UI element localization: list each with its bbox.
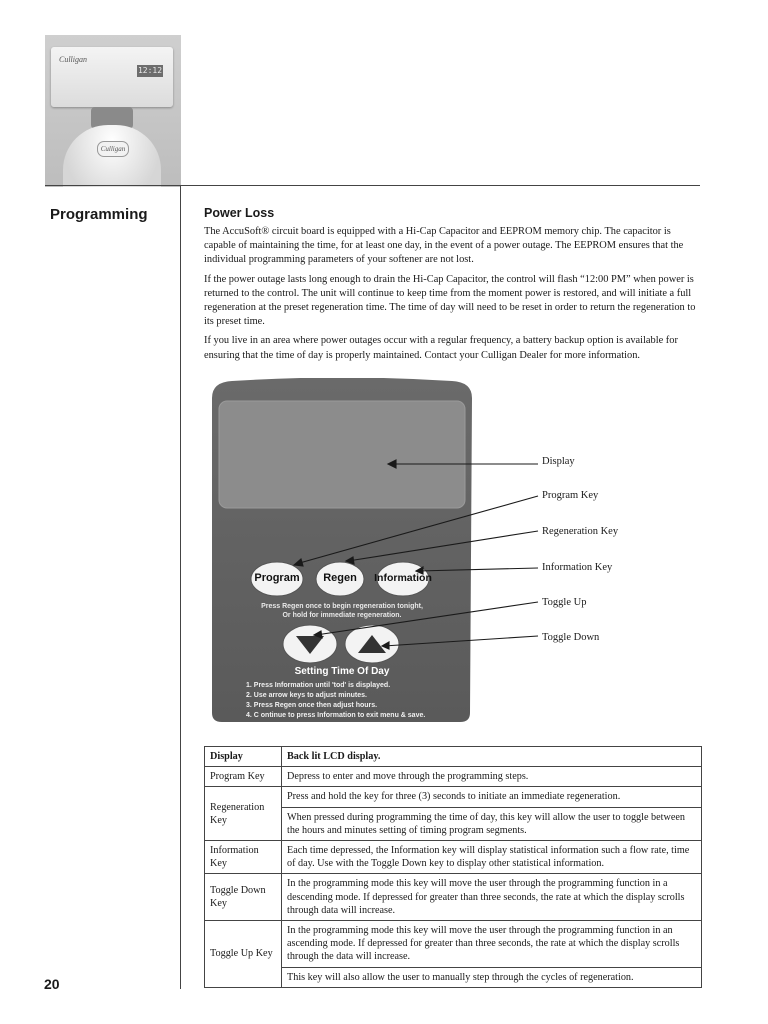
setting-steps [246,681,425,721]
key-name: Information Key [205,841,282,874]
setting-step-1: 1. Press Information until 'tod' is displayed. [246,682,391,689]
page-heading: Power Loss [204,206,275,220]
callout-toggle-down: Toggle Down [542,632,600,643]
key-name: Toggle Down Key [205,874,282,921]
key-description: In the programming mode this key will move the user through the programming function in an ascending mode. If depressed for greater than three seconds, the rate at which the display scrolls through the data will increase. [282,921,702,968]
regen-note-line-2: Or hold for immediate regeneration. [282,612,402,619]
setting-time-title: Setting Time Of Day [294,666,390,677]
unit-brand-label: Culligan [59,55,88,64]
softener-tank [63,125,161,187]
tank-brand-label: Culligan [97,141,129,157]
key-description-table [204,746,702,988]
callout-program-key: Program Key [542,490,599,501]
page-number: 20 [44,976,60,992]
regen-note [212,602,472,620]
table-row [205,841,702,874]
product-photo [45,35,181,187]
column-divider [180,185,181,989]
key-name: Display [205,747,282,767]
unit-lcd: 12:12 [137,66,163,75]
paragraph-2: If the power outage lasts long enough to drain the Hi-Cap Capacitor, the control will flash “12:00 PM” when power is returned to the control. The unit will continue to keep time from the moment power is restored, and will initiate a full regeneration at the preset regeneration time. The time of day will need to be reset in order to return the regeneration to its preset time. [204,273,696,328]
lcd-display [219,401,465,508]
controller-unit [51,47,173,107]
table-row [205,767,702,787]
paragraph-1: The AccuSoft® circuit board is equipped with a Hi-Cap Capacitor and EEPROM memory chip. The capacitor is capable of maintaining the time, for at least one day, in the event of a power outage. The EEPROM ensures that the individual programming parameters of your softener are not lost. [204,226,684,266]
table-row [205,787,702,807]
key-name: Regeneration Key [205,787,282,841]
paragraph-3: If you live in an area where power outages occur with a regular frequency, a battery backup option is available for ensuring that the time of day is properly maintained. Contact your Culligan Dealer for more information. [204,335,678,361]
setting-step-2: 2. Use arrow keys to adjust minutes. [246,692,367,699]
callout-toggle-up: Toggle Up [542,597,587,608]
regen-button-label[interactable]: Regen [323,572,357,584]
key-description: Back lit LCD display. [282,747,702,767]
key-description: Depress to enter and move through the programming steps. [282,767,702,787]
control-panel-diagram [204,378,700,728]
table-row [205,921,702,968]
information-button-label[interactable]: Information [374,572,432,584]
key-name: Program Key [205,767,282,787]
header-divider [45,185,700,186]
setting-step-3: 3. Press Regen once then adjust hours. [246,702,378,709]
callout-display: Display [542,456,575,467]
setting-step-4: 4. C ontinue to press Information to exit menu & save. [246,712,426,719]
key-description: Press and hold the key for three (3) seconds to initiate an immediate regeneration. [282,787,702,807]
main-content [204,206,700,368]
callout-regeneration-key: Regeneration Key [542,526,619,537]
regen-note-line-1: Press Regen once to begin regeneration tonight, [261,603,423,610]
key-description: When pressed during programming the time of day, this key will allow the user to toggle between the hours and minutes setting of timing program segments. [282,807,702,840]
key-description: In the programming mode this key will move the user through the programming function in a descending mode. If depressed for greater than three seconds, the rate at which the display scrolls through data will increase. [282,874,702,921]
table-row [205,747,702,767]
key-description: This key will also allow the user to manually step through the cycles of regeneration. [282,967,702,987]
callout-information-key: Information Key [542,562,613,573]
table-row [205,874,702,921]
program-button-label[interactable]: Program [254,572,300,584]
key-name: Toggle Up Key [205,921,282,988]
section-title: Programming [50,206,148,223]
key-description: Each time depressed, the Information key will display statistical information such a flow rate, time of day. Use with the Toggle Down key to display other statistical information. [282,841,702,874]
